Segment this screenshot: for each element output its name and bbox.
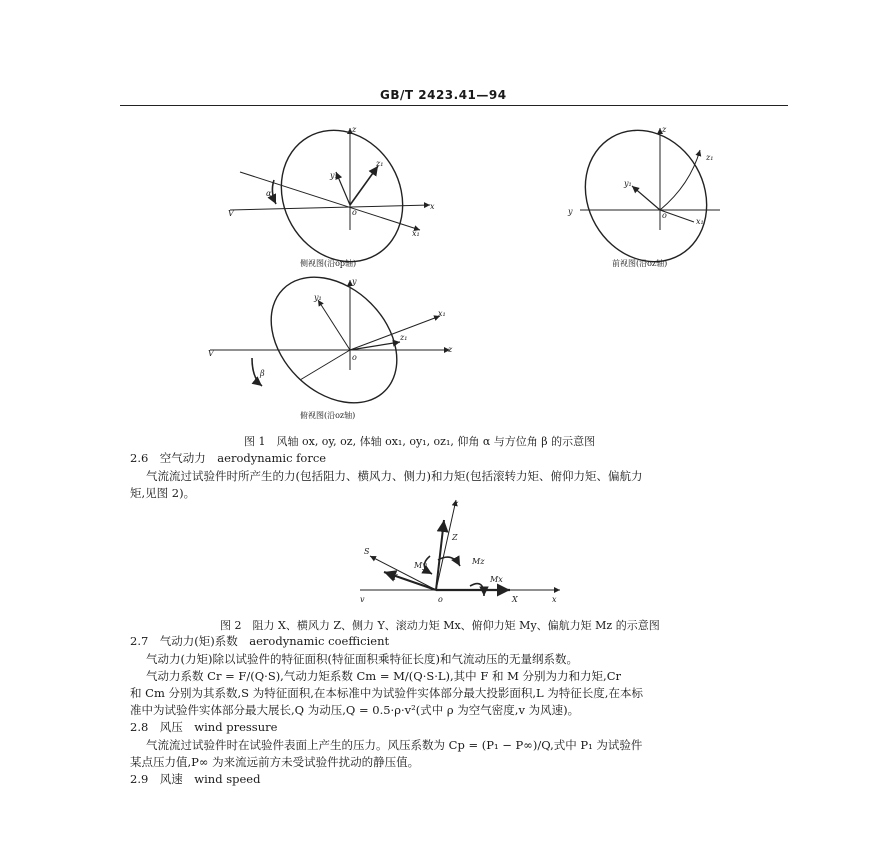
svg-text:y: y: [568, 207, 573, 216]
svg-text:Mx: Mx: [490, 575, 503, 584]
fig1c-axis-labels: [208, 277, 453, 378]
fig1b-z1-curve: [660, 150, 700, 210]
fig1a-x-axis: [230, 205, 430, 210]
fig1a-x1-axis: [240, 172, 420, 230]
svg-text:z₁: z₁: [376, 159, 384, 168]
sec28-para-line1: 气流流过试验件时在试验件表面上产生的压力。风压系数为 Cp = (P₁ − P∞)/Q,式中 P₁ 为试验件: [146, 738, 643, 752]
svg-text:o: o: [352, 208, 357, 217]
svg-text:y₁: y₁: [624, 179, 632, 188]
sec28-title: 2.8 风压 wind pressure: [130, 720, 278, 734]
sec29-title: 2.9 风速 wind speed: [130, 772, 261, 786]
svg-text:z₁: z₁: [706, 153, 714, 162]
svg-text:y: y: [352, 277, 357, 286]
svg-text:z₁: z₁: [400, 333, 408, 342]
svg-text:x: x: [552, 595, 557, 604]
fig1a-axis-labels: [228, 125, 435, 238]
sec26-para-line1: 气流流过试验件时所产生的力(包括阻力、横风力、侧力)和力矩(包括滚转力矩、俯仰力矩、偏航力: [146, 469, 643, 483]
svg-text:o: o: [662, 211, 667, 220]
sec27-para-line2: 气动力系数 Cr = F/(Q·S),气动力矩系数 Cm = M/(Q·S·L),其中 F 和 M 分别为力和力矩,Cr: [146, 669, 622, 683]
fig1c-z1-arrow: [350, 342, 400, 350]
fig1c-y1-axis: [318, 300, 350, 350]
fig1-sub-caption-a: 侧视图(沿op轴): [300, 259, 357, 268]
svg-text:x₁: x₁: [438, 309, 446, 318]
svg-text:V: V: [208, 349, 214, 358]
svg-text:z: z: [662, 125, 667, 134]
fig1-caption: 图 1 风轴 ox, oy, oz, 体轴 ox₁, oy₁, oz₁, 仰角 α 与方位角 β 的示意图: [244, 435, 596, 448]
svg-text:Y: Y: [392, 573, 398, 582]
sec27-para-line4: 准中为试验件实体部分最大展长,Q 为动压,Q = 0.5·ρ·v²(式中 ρ 为空气密度,v 为风速)。: [130, 703, 580, 717]
svg-text:z: z: [352, 125, 357, 134]
svg-text:X: X: [512, 595, 518, 604]
svg-text:Z: Z: [452, 533, 458, 542]
svg-text:o: o: [438, 595, 443, 604]
fig1c-beta-line: [300, 350, 350, 380]
svg-text:o: o: [352, 353, 357, 362]
fig1c-ellipse: [246, 252, 421, 427]
sec28-para-line2: 某点压力值,P∞ 为来流远前方未受试验件扰动的静压值。: [130, 755, 420, 769]
svg-text:S: S: [364, 547, 370, 556]
svg-text:My: My: [414, 561, 427, 570]
svg-text:V: V: [228, 209, 234, 218]
sec26-title: 2.6 空气动力 aerodynamic force: [130, 451, 327, 465]
svg-text:Mz: Mz: [472, 557, 485, 566]
fig2-z-axis: [436, 500, 456, 590]
svg-text:x₁: x₁: [412, 229, 420, 238]
svg-text:x₁: x₁: [696, 217, 704, 226]
sec26-para-line2: 矩,见图 2)。: [130, 486, 196, 500]
fig1-sub-caption-b: 前视图(沿oz轴): [612, 259, 668, 268]
svg-text:α: α: [266, 189, 272, 198]
fig2-z-force: [436, 520, 444, 590]
sec27-para-line3: 和 Cm 分别为其系数,S 为特征面积,在本标准中为试验件实体部分最大投影面积,L 为特征长度,在本标: [130, 686, 643, 700]
svg-text:v: v: [360, 595, 365, 604]
sec27-title: 2.7 气动力(矩)系数 aerodynamic coefficient: [130, 634, 390, 648]
svg-text:y₁: y₁: [330, 171, 338, 180]
fig1a-y1-arrow: [336, 172, 350, 205]
fig1-sub-caption-c: 俯视图(沿oz轴): [300, 411, 356, 420]
fig1b-y1-arrow: [632, 186, 660, 210]
svg-text:β: β: [260, 369, 265, 378]
svg-text:z: z: [448, 345, 453, 354]
fig2-caption: 图 2 阻力 X、横风力 Z、侧力 Y、滚动力矩 Mx、俯仰力矩 My、偏航力矩 Mz 的示意图: [220, 619, 660, 632]
fig2-labels: [360, 499, 557, 604]
fig2-drawing: [360, 500, 560, 596]
fig1a-z1-arrow: [350, 166, 378, 205]
svg-text:z: z: [454, 499, 459, 508]
standard-header: GB/T 2423.41—94: [380, 88, 507, 102]
fig1-top-view: [210, 252, 450, 427]
sec27-para-line1: 气动力(力矩)除以试验件的特征面积(特征面积乘特征长度)和气流动压的无量纲系数。: [146, 652, 578, 666]
svg-text:x: x: [430, 202, 435, 211]
svg-text:y₁: y₁: [314, 293, 322, 302]
